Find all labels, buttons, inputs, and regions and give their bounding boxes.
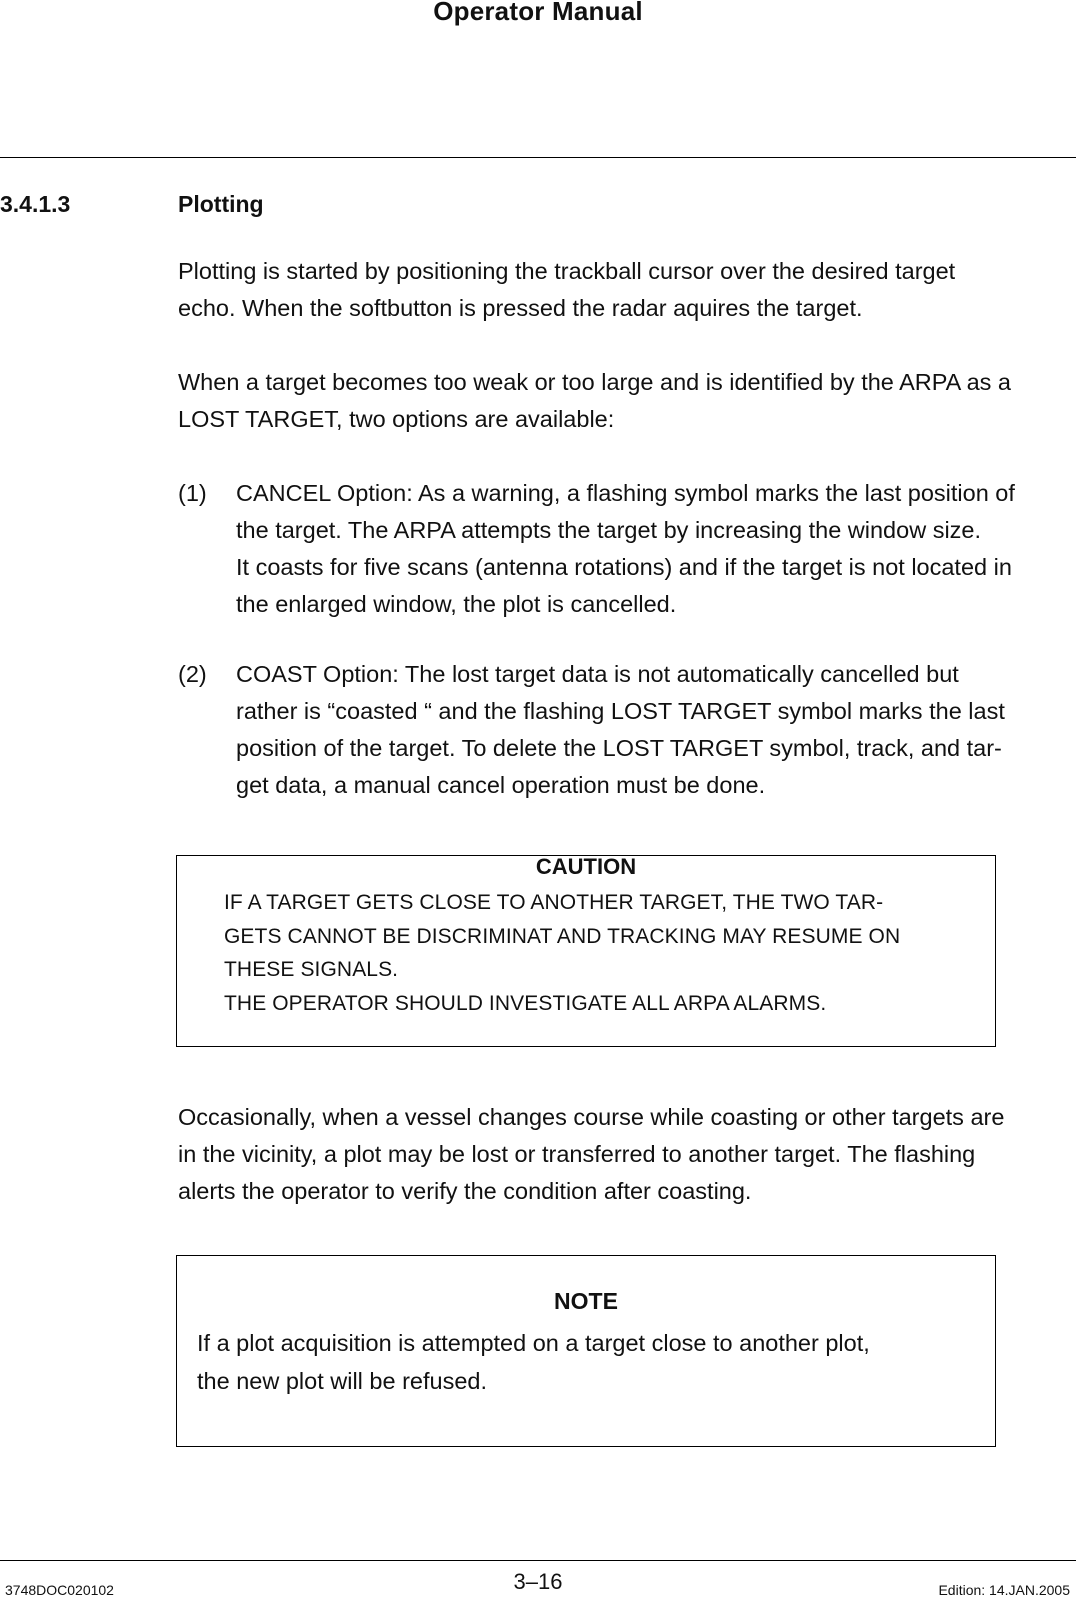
list-line: CANCEL Option: As a warning, a flashing symbol marks the last position of	[236, 480, 1015, 506]
list-body	[236, 475, 1015, 623]
paragraph-line: echo. When the softbutton is pressed the radar aquires the target.	[178, 295, 863, 321]
caution-line: THESE SIGNALS.	[224, 958, 399, 981]
paragraph-line: alerts the operator to verify the condition after coasting.	[178, 1178, 752, 1204]
caution-line: THE OPERATOR SHOULD INVESTIGATE ALL ARPA ALARMS.	[224, 991, 827, 1015]
list-line: It coasts for five scans (antenna rotations) and if the target is not located in	[236, 554, 1012, 580]
caution-line: IF A TARGET GETS CLOSE TO ANOTHER TARGET, THE TWO TAR-	[224, 891, 884, 914]
paragraph-lost-target	[178, 364, 1072, 438]
list-line: COAST Option: The lost target data is not automatically cancelled but	[236, 661, 959, 687]
section-number: 3.4.1.3	[0, 191, 71, 217]
caution-text	[224, 886, 900, 1020]
paragraph-line: When a target becomes too weak or too large and is identified by the ARPA as a	[178, 369, 1011, 395]
footer-divider	[0, 1560, 1076, 1561]
list-body	[236, 656, 1005, 804]
note-title: NOTE	[554, 1288, 618, 1314]
paragraph-occasionally	[178, 1099, 1072, 1210]
paragraph-line: LOST TARGET, two options are available:	[178, 406, 615, 432]
page-header-title: Operator Manual	[433, 0, 643, 26]
section-title: Plotting	[178, 191, 264, 217]
caution-line: GETS CANNOT BE DISCRIMINAT AND TRACKING MAY RESUME ON	[224, 924, 901, 948]
list-line: the enlarged window, the plot is cancelled.	[236, 591, 677, 617]
list-line: position of the target. To delete the LOST TARGET symbol, track, and tar-	[236, 735, 1002, 761]
list-marker: (1)	[178, 480, 207, 506]
footer-page-number: 3–16	[513, 1569, 563, 1594]
caution-box	[176, 855, 996, 1047]
note-text	[197, 1324, 870, 1400]
footer-edition: Edition: 14.JAN.2005	[938, 1582, 1070, 1598]
list-marker: (2)	[178, 661, 207, 687]
note-box	[176, 1255, 996, 1447]
paragraph-plotting-start	[178, 253, 1072, 327]
paragraph-line: Plotting is started by positioning the trackball cursor over the desired target	[178, 258, 956, 284]
paragraph-line: Occasionally, when a vessel changes course while coasting or other targets are	[178, 1104, 1005, 1130]
list-line: rather is “coasted “ and the flashing LOST TARGET symbol marks the last	[236, 698, 1005, 724]
paragraph-line: in the vicinity, a plot may be lost or transferred to another target. The flashing	[178, 1141, 976, 1167]
caution-title: CAUTION	[535, 854, 637, 879]
footer-document-id: 3748DOC020102	[5, 1582, 114, 1598]
note-line: the new plot will be refused.	[197, 1368, 487, 1394]
header-divider	[0, 157, 1076, 158]
note-line: If a plot acquisition is attempted on a target close to another plot,	[197, 1330, 870, 1356]
list-line: get data, a manual cancel operation must be done.	[236, 772, 766, 798]
list-line: the target. The ARPA attempts the target by increasing the window size.	[236, 517, 982, 543]
